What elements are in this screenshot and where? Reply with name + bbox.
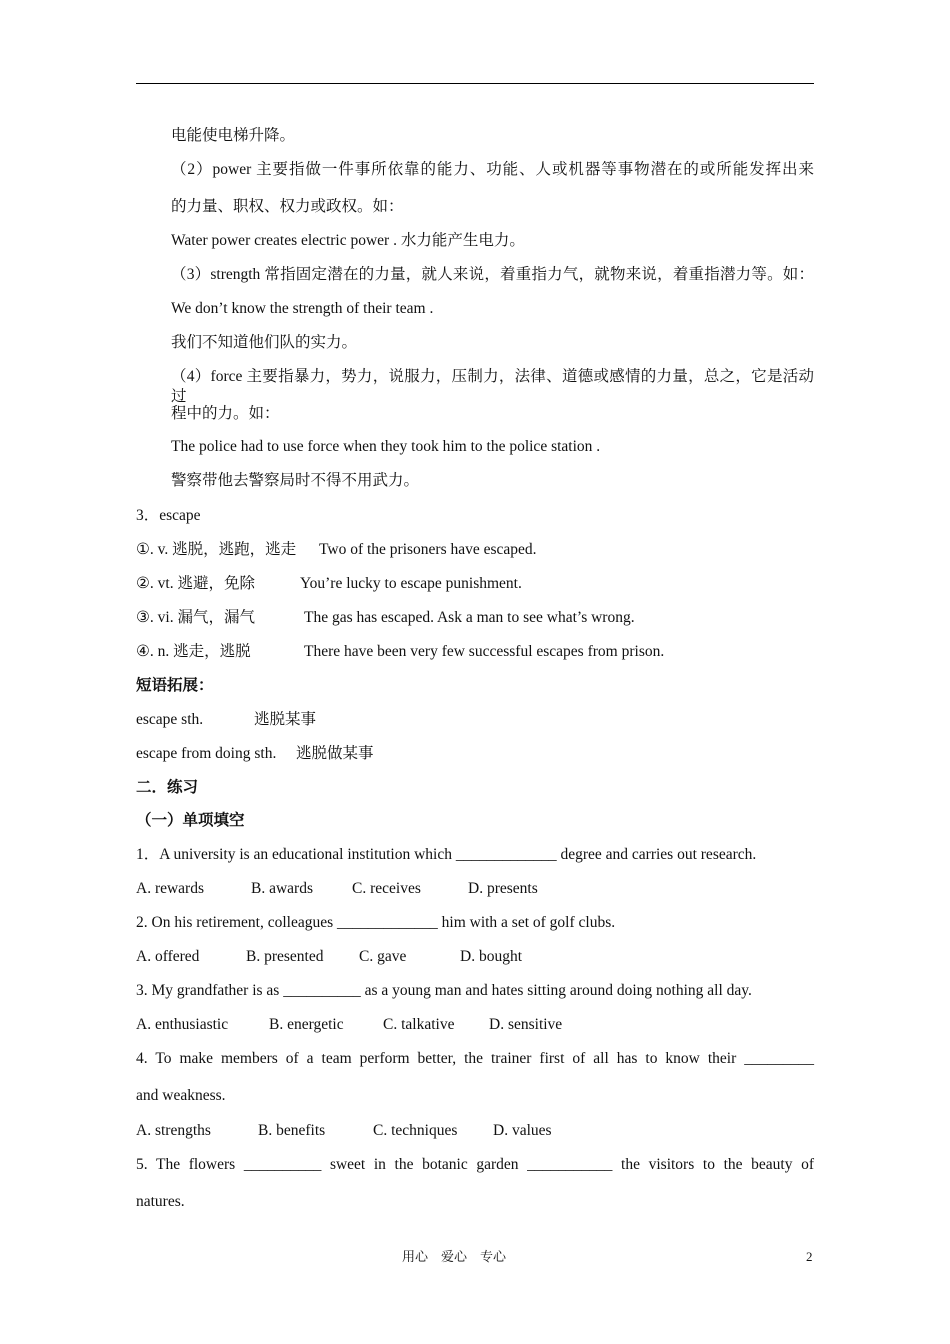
question-stem: 1．A university is an educational institution which _____________ degree and carries out research.	[136, 846, 757, 863]
text-line: The police had to use force when they took him to the police station .	[171, 438, 601, 455]
text-line: （3）strength 常指固定潜在的力量，就人来说，着重指力气，就物来说，着重指潜力等。如：	[171, 266, 814, 283]
question-stem-continued: and weakness.	[136, 1087, 226, 1104]
sense-label: ④. n. 逃走，逃脱	[136, 643, 251, 660]
question-stem: 2. On his retirement, colleagues _____________ him with a set of golf clubs.	[136, 914, 616, 931]
page-number: 2	[806, 1249, 813, 1264]
question-stem-continued: natures.	[136, 1193, 185, 1210]
sense-label: ①. v. 逃脱，逃跑，逃走	[136, 541, 297, 558]
phrase-zh: 逃脱做某事	[296, 745, 374, 762]
sense-example: There have been very few successful escapes from prison.	[304, 643, 665, 660]
phrase-en: escape sth.	[136, 711, 204, 728]
option: A. offered	[136, 948, 200, 965]
text-line: 电能使电梯升降。	[171, 127, 296, 144]
option: C. talkative	[383, 1016, 455, 1033]
text-line: 的力量、职权、权力或政权。如：	[171, 198, 404, 215]
option: B. awards	[251, 880, 313, 897]
text-line: 警察带他去警察局时不得不用武力。	[171, 472, 420, 489]
option: C. receives	[352, 880, 421, 897]
option: A. strengths	[136, 1122, 211, 1139]
escape-heading: 3．escape	[136, 507, 201, 524]
question-stem: 3. My grandfather is as __________ as a young man and hates sitting around doing nothing all day.	[136, 982, 752, 999]
option: A. enthusiastic	[136, 1016, 229, 1033]
phrase-zh: 逃脱某事	[254, 711, 317, 728]
text-line: Water power creates electric power . 水力能产生电力。	[171, 232, 525, 249]
option: D. bought	[460, 948, 522, 965]
sense-label: ③. vi. 漏气，漏气	[136, 609, 255, 626]
sense-example: The gas has escaped. Ask a man to see what’s wrong.	[304, 609, 635, 626]
question-stem: 5. The flowers __________ sweet in the botanic garden ___________ the visitors to the beauty of	[136, 1156, 814, 1173]
option: D. presents	[468, 880, 538, 897]
text-line: 程中的力。如：	[171, 405, 280, 422]
text-line: （2）power 主要指做一件事所依靠的能力、功能、人或机器等事物潜在的或所能发挥出来	[171, 161, 814, 178]
option: A. rewards	[136, 880, 205, 897]
sense-example: You’re lucky to escape punishment.	[300, 575, 522, 592]
option: D. values	[493, 1122, 552, 1139]
sense-label: ②. vt. 逃避，免除	[136, 575, 255, 592]
option: B. benefits	[258, 1122, 326, 1139]
text-line: 我们不知道他们队的实力。	[171, 334, 358, 351]
exercise-heading: 二．练习	[136, 779, 199, 796]
option: D. sensitive	[489, 1016, 563, 1033]
question-stem: 4. To make members of a team perform better, the trainer first of all has to know their _________	[136, 1050, 814, 1067]
phrase-heading: 短语拓展：	[136, 677, 214, 694]
sense-example: Two of the prisoners have escaped.	[319, 541, 537, 558]
option: C. gave	[359, 948, 407, 965]
phrase-en: escape from doing sth.	[136, 745, 277, 762]
option: B. presented	[246, 948, 324, 965]
option: B. energetic	[269, 1016, 344, 1033]
text-line: We don’t know the strength of their team .	[171, 300, 434, 317]
exercise-subheading: （一）单项填空	[136, 812, 245, 829]
header-rule	[136, 83, 814, 84]
footer-motto: 用心 爱心 专心	[402, 1249, 507, 1264]
text-line: （4）force 主要指暴力，势力，说服力，压制力，法律、道德或感情的力量，总之，它是活动过	[171, 368, 814, 405]
option: C. techniques	[373, 1122, 458, 1139]
